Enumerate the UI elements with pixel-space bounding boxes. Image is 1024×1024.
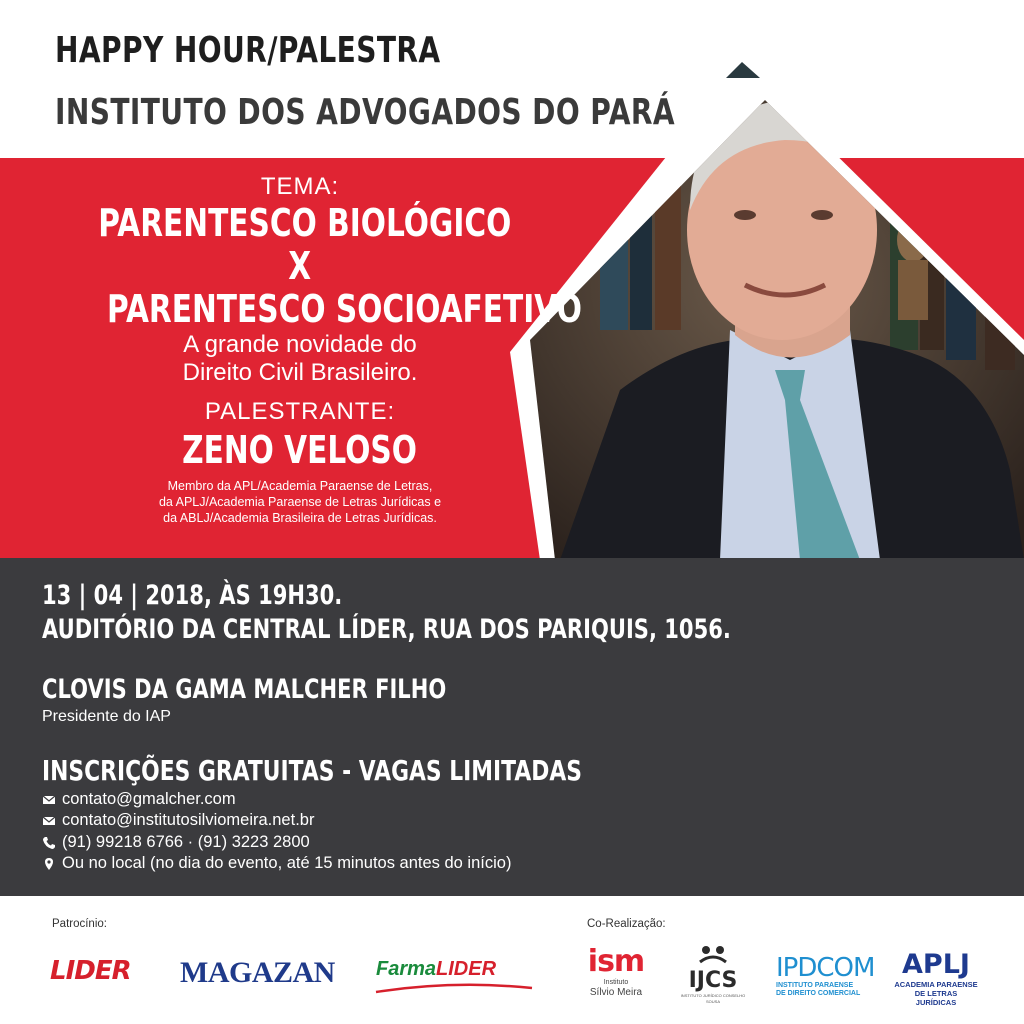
ism-logo [585,946,647,999]
contact-email-1[interactable] [42,790,236,809]
diamond-accent [726,62,760,78]
ism-logo-mark: ism [587,944,645,979]
phone-text[interactable]: (91) 99218 6766 · (91) 3223 2800 [62,833,310,851]
phone-icon [42,836,56,850]
sponsors-label: Patrocínio: [52,918,107,930]
mail-icon [42,793,56,807]
ism-logo-sub: Sílvio Meira [589,987,643,998]
aplj-logo-mark: APLJ [902,949,970,980]
topic-versus: X [288,244,312,288]
mail-icon [42,814,56,828]
magazan-logo: MAGAZAN [180,956,335,989]
footer [0,896,1024,1024]
theme-label: TEMA: [260,173,340,200]
topic-subtitle-line-2: Direito Civil Brasileiro. [182,359,418,386]
ijcs-people-icon [678,944,748,964]
event-type-title: HAPPY HOUR/PALESTRA [55,30,441,71]
farmalider-logo-part2: LIDER [436,958,497,980]
email-text[interactable]: contato@institutosilviomeira.net.br [62,811,315,829]
topic-line-2: PARENTESCO SOCIOAFETIVO [106,287,582,331]
aplj-logo [894,950,978,1007]
aplj-logo-sub: ACADEMIA PARAENSE [894,980,978,989]
credential-line: Membro da APL/Academia Paraense de Letras, [167,479,433,493]
theme-block [40,172,582,526]
registration-title: INSCRIÇÕES GRATUITAS - VAGAS LIMITADAS [42,754,583,787]
onsite-text: Ou no local (no dia do evento, até 15 minutos antes do início) [62,854,512,872]
lider-logo: LIDER [50,956,131,986]
ipdcom-logo-sub: DE DIREITO COMERCIAL [776,990,861,997]
event-venue: AUDITÓRIO DA CENTRAL LÍDER, RUA DOS PARIQUIS, 1056. [42,614,731,645]
president-name: CLOVIS DA GAMA MALCHER FILHO [42,674,447,705]
speaker-label: PALESTRANTE: [204,398,396,425]
ipdcom-logo-sub: INSTITUTO PARAENSE [776,982,854,989]
credential-line: da APLJ/Academia Paraense de Letras Jurídicas e [158,495,442,509]
farmalider-logo-part1: Farma [376,958,437,980]
corealization-label: Co-Realização: [587,918,666,930]
location-pin-icon [42,857,56,871]
ism-logo-sub: Instituto [603,979,629,986]
ijcs-logo-mark: IJCS [688,968,738,993]
ipdcom-logo-mark: IPDCOM [776,953,875,983]
email-text[interactable]: contato@gmalcher.com [62,790,236,808]
event-info-band [0,558,1024,896]
aplj-logo-sub: DE LETRAS JURÍDICAS [914,989,958,1007]
speaker-name: ZENO VELOSO [182,428,418,472]
farmalider-logo [376,958,496,981]
contact-onsite [42,854,511,873]
ijcs-logo [678,944,748,1005]
topic-subtitle-line-1: A grande novidade do [183,331,417,358]
event-date-time: 13 | 04 | 2018, ÀS 19H30. [42,580,343,611]
contact-email-2[interactable] [42,811,314,830]
topic-line-1: PARENTESCO BIOLÓGICO [98,201,512,245]
speaker-credentials [40,478,560,526]
farmalider-swoosh [374,982,534,996]
ipdcom-logo [776,953,875,998]
contact-phones[interactable] [42,833,310,852]
credential-line: da ABLJ/Academia Brasileira de Letras Jurídicas. [163,511,437,525]
organization-title: INSTITUTO DOS ADVOGADOS DO PARÁ [55,92,675,133]
ijcs-logo-sub: INSTITUTO JURÍDICO CONSELHO SOUSA [680,993,746,1004]
president-role: Presidente do IAP [42,708,171,725]
